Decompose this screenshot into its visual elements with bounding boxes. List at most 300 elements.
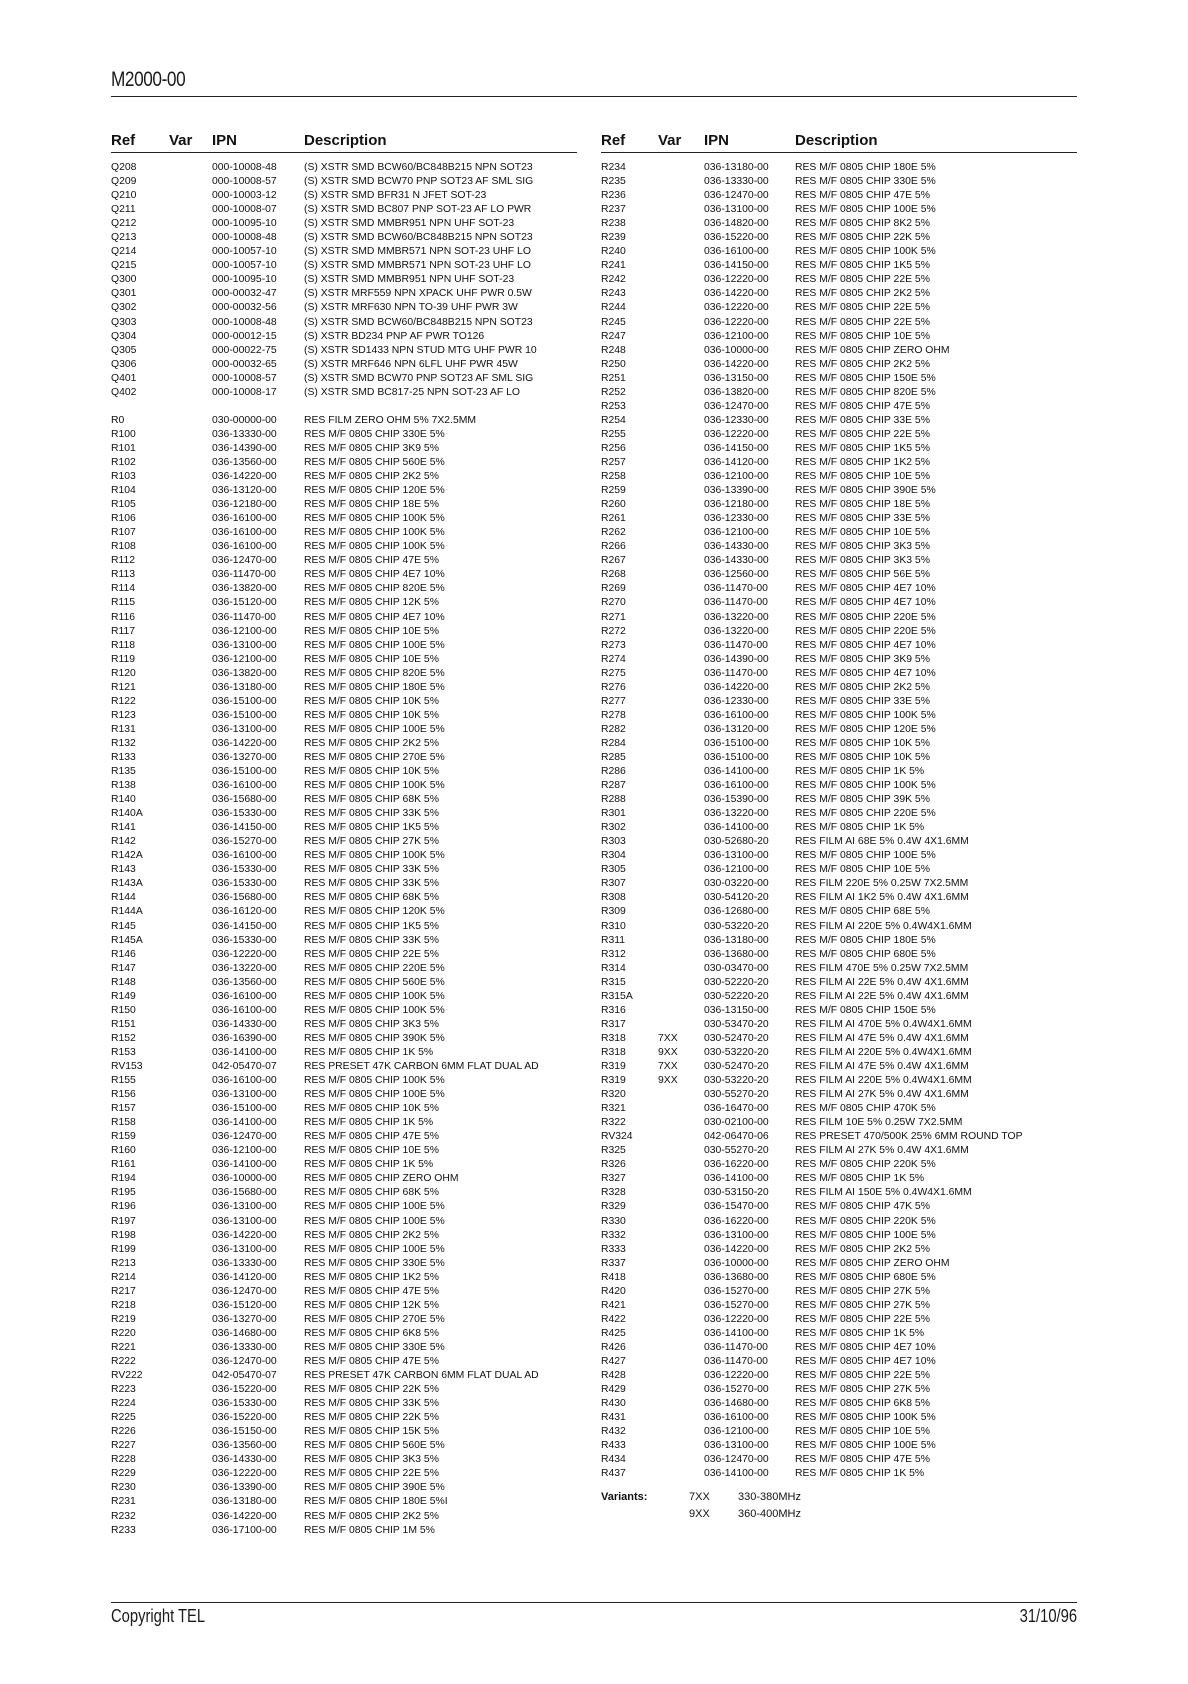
ref-cell: R199 — [111, 1243, 136, 1255]
ref-cell: R257 — [601, 456, 626, 468]
ipn-cell: 036-14100-00 — [212, 1046, 277, 1058]
ref-cell: R195 — [111, 1187, 136, 1199]
description-cell: RES PRESET 470/500K 25% 6MM ROUND TOP — [795, 1131, 1023, 1143]
ref-cell: R250 — [601, 358, 626, 370]
description-cell: RES M/F 0805 CHIP 2K2 5% — [795, 681, 930, 693]
description-cell: RES M/F 0805 CHIP 220E 5% — [795, 611, 936, 623]
description-cell: RES M/F 0805 CHIP 220K 5% — [795, 1215, 936, 1227]
table-row — [111, 596, 577, 610]
var-cell: 7XX — [658, 1061, 678, 1072]
table-row — [601, 835, 1077, 849]
table-row — [111, 962, 577, 976]
ref-cell: R418 — [601, 1271, 626, 1283]
ipn-cell: 036-13100-00 — [212, 1215, 277, 1227]
description-cell: RES M/F 0805 CHIP 10K 5% — [304, 1103, 439, 1115]
var-cell: 7XX — [658, 1032, 678, 1044]
description-cell: RES M/F 0805 CHIP 33K 5% — [304, 808, 439, 820]
table-row — [601, 1383, 1077, 1397]
description-cell: RES M/F 0805 CHIP 68K 5% — [304, 892, 439, 904]
ipn-cell: 036-13220-00 — [212, 962, 277, 974]
ipn-cell: 036-14100-00 — [704, 1468, 769, 1480]
description-cell: RES M/F 0805 CHIP 100E 5% — [304, 1201, 445, 1213]
ipn-cell: 036-13820-00 — [212, 667, 277, 679]
ref-cell: Q301 — [111, 288, 137, 300]
column-header — [111, 132, 577, 153]
table-row — [601, 596, 1077, 610]
ref-cell: R422 — [601, 1313, 626, 1325]
description-cell: RES M/F 0805 CHIP 1K 5% — [304, 1046, 434, 1058]
ref-cell: R226 — [111, 1426, 136, 1438]
ipn-cell: 000-10095-10 — [212, 274, 277, 286]
ipn-cell: 030-55270-20 — [704, 1089, 769, 1101]
ipn-cell: 036-16220-00 — [704, 1159, 769, 1171]
table-row — [111, 540, 577, 554]
ref-cell: R243 — [601, 288, 626, 300]
description-cell: RES M/F 0805 CHIP 47E 5% — [304, 1355, 439, 1367]
ipn-cell: 036-13390-00 — [212, 1482, 277, 1494]
table-row — [111, 428, 577, 442]
ipn-cell: 036-14330-00 — [704, 555, 769, 567]
description-cell: RES FILM AI 220E 5% 0.4W4X1.6MM — [795, 1075, 972, 1087]
ipn-cell: 000-10008-48 — [212, 232, 277, 244]
table-row — [111, 1510, 577, 1524]
description-cell: RES M/F 0805 CHIP 270E 5% — [304, 1313, 445, 1325]
ipn-cell: 036-15470-00 — [704, 1201, 769, 1213]
description-cell: RES FILM AI 220E 5% 0.4W4X1.6MM — [795, 920, 972, 932]
ref-cell: R288 — [601, 794, 626, 806]
ref-cell: R268 — [601, 569, 626, 581]
ipn-cell: 036-14220-00 — [704, 358, 769, 370]
description-cell: (S) XSTR MRF630 NPN TO-39 UHF PWR 3W — [304, 302, 518, 314]
table-row — [111, 765, 577, 779]
description-cell: RES M/F 0805 CHIP 6K8 5% — [795, 1398, 930, 1410]
ipn-cell: 030-03220-00 — [704, 878, 769, 890]
ipn-cell: 000-00032-47 — [212, 288, 277, 300]
ref-cell: Q209 — [111, 176, 137, 188]
ipn-cell: 036-15100-00 — [704, 751, 769, 763]
ipn-cell: 036-13180-00 — [704, 934, 769, 946]
table-row — [601, 554, 1077, 568]
table-row — [601, 1229, 1077, 1243]
description-cell: RES M/F 0805 CHIP 22K 5% — [304, 1384, 439, 1396]
ipn-cell: 036-10000-00 — [704, 1257, 769, 1269]
ref-cell: R330 — [601, 1215, 626, 1227]
table-row — [111, 1004, 577, 1018]
ref-cell: R133 — [111, 751, 136, 763]
ipn-cell: 036-12220-00 — [704, 274, 769, 286]
table-row — [601, 667, 1077, 681]
table-row — [601, 287, 1077, 301]
ipn-cell: 036-13820-00 — [704, 386, 769, 398]
ref-cell: R269 — [601, 583, 626, 595]
ref-cell: R319 — [601, 1075, 626, 1087]
description-cell: RES M/F 0805 CHIP 27K 5% — [795, 1384, 930, 1396]
ref-cell: R421 — [601, 1299, 626, 1311]
description-cell: RES M/F 0805 CHIP 68K 5% — [304, 1187, 439, 1199]
ref-cell: R151 — [111, 1018, 136, 1030]
table-row — [601, 1369, 1077, 1383]
ipn-cell: 036-14220-00 — [704, 1243, 769, 1255]
ref-cell: R155 — [111, 1075, 136, 1087]
description-cell: RES M/F 0805 CHIP 2K2 5% — [304, 1229, 439, 1241]
ipn-cell: 030-03470-00 — [704, 962, 769, 974]
ref-cell: R102 — [111, 456, 136, 468]
table-row — [111, 625, 577, 639]
description-cell: RES M/F 0805 CHIP 27K 5% — [304, 836, 439, 848]
ref-cell: R245 — [601, 316, 626, 328]
ipn-cell: 036-12470-00 — [704, 190, 769, 202]
description-cell: RES FILM AI 27K 5% 0.4W 4X1.6MM — [795, 1145, 969, 1157]
ref-cell: R258 — [601, 471, 626, 483]
ref-cell: R307 — [601, 878, 626, 890]
description-cell: RES M/F 0805 CHIP 1K5 5% — [304, 822, 439, 834]
table-row — [111, 681, 577, 695]
description-cell: RES M/F 0805 CHIP 3K9 5% — [795, 653, 930, 665]
ref-cell: R267 — [601, 555, 626, 567]
table-row — [601, 1313, 1077, 1327]
ipn-cell: 036-12100-00 — [212, 1145, 277, 1157]
ipn-cell: 036-10000-00 — [704, 344, 769, 356]
header-description: Description — [304, 132, 387, 149]
description-cell: RES M/F 0805 CHIP 330E 5% — [795, 176, 936, 188]
ipn-cell: 036-15270-00 — [704, 1285, 769, 1297]
parts-column-left — [111, 132, 577, 1538]
ipn-cell: 036-13100-00 — [704, 204, 769, 216]
ref-cell: R240 — [601, 246, 626, 258]
table-row — [111, 653, 577, 667]
description-cell: RES FILM 470E 5% 0.25W 7X2.5MM — [795, 962, 969, 974]
table-row — [111, 386, 577, 400]
description-cell: RES FILM AI 68E 5% 0.4W 4X1.6MM — [795, 836, 969, 848]
table-row — [111, 1397, 577, 1411]
ref-cell: R123 — [111, 709, 136, 721]
table-row — [601, 779, 1077, 793]
ipn-cell: 036-14100-00 — [212, 1159, 277, 1171]
table-row — [111, 1369, 577, 1383]
table-row — [111, 330, 577, 344]
ipn-cell: 036-13150-00 — [704, 1004, 769, 1016]
table-row — [111, 414, 577, 428]
table-row — [601, 625, 1077, 639]
ref-cell: R0 — [111, 414, 125, 426]
ref-cell: R143A — [111, 878, 143, 890]
table-row — [111, 344, 577, 358]
ref-cell: R308 — [601, 892, 626, 904]
ipn-cell: 030-55270-20 — [704, 1145, 769, 1157]
description-cell: RES M/F 0805 CHIP 180E 5% — [795, 162, 936, 173]
description-cell: RES M/F 0805 CHIP 100E 5% — [795, 1229, 936, 1241]
ref-cell: R241 — [601, 260, 626, 272]
table-row — [601, 498, 1077, 512]
description-cell: (S) XSTR SMD BC807 PNP SOT-23 AF LO PWR — [304, 204, 532, 216]
description-cell: RES M/F 0805 CHIP 390K 5% — [304, 1032, 445, 1044]
table-row — [601, 1327, 1077, 1341]
table-row — [601, 639, 1077, 653]
parts-column-right — [601, 132, 1077, 1527]
ref-cell: R107 — [111, 527, 136, 539]
ipn-cell: 036-12220-00 — [212, 948, 277, 960]
ref-cell: R274 — [601, 653, 626, 665]
ipn-cell: 036-10000-00 — [212, 1173, 277, 1185]
ref-cell: Q214 — [111, 246, 137, 258]
ipn-cell: 036-15120-00 — [212, 1299, 277, 1311]
ipn-cell: 036-11470-00 — [704, 639, 768, 651]
description-cell: RES M/F 0805 CHIP 39K 5% — [795, 794, 930, 806]
ipn-cell: 036-16470-00 — [704, 1103, 769, 1115]
variants-legend — [601, 1491, 1077, 1527]
ipn-cell: 000-10008-57 — [212, 372, 277, 384]
description-cell: RES M/F 0805 CHIP 1K 5% — [304, 1159, 434, 1171]
description-cell: RES M/F 0805 CHIP 10K 5% — [795, 751, 930, 763]
ref-cell: R147 — [111, 962, 136, 974]
description-cell: RES M/F 0805 CHIP 68K 5% — [304, 794, 439, 806]
table-row — [601, 203, 1077, 217]
description-cell: RES M/F 0805 CHIP 12K 5% — [304, 597, 439, 609]
table-row — [111, 1032, 577, 1046]
table-row — [601, 301, 1077, 315]
description-cell: RES M/F 0805 CHIP 100E 5% — [304, 639, 445, 651]
ref-cell: R327 — [601, 1173, 626, 1185]
table-row — [111, 1524, 577, 1538]
description-cell: RES M/F 0805 CHIP 220E 5% — [795, 808, 936, 820]
ref-cell: R333 — [601, 1243, 626, 1255]
table-row — [111, 667, 577, 681]
ref-cell: R120 — [111, 667, 136, 679]
description-cell: RES M/F 0805 CHIP 120E 5% — [304, 485, 445, 497]
ipn-cell: 036-12220-00 — [212, 1468, 277, 1480]
description-cell: RES M/F 0805 CHIP 10E 5% — [795, 864, 930, 876]
ref-cell: R312 — [601, 948, 626, 960]
ipn-cell: 036-16100-00 — [212, 541, 277, 553]
ipn-cell: 036-13180-00 — [212, 681, 277, 693]
description-cell: RES M/F 0805 CHIP 100K 5% — [795, 780, 936, 792]
ref-cell: R219 — [111, 1313, 136, 1325]
table-row — [601, 414, 1077, 428]
table-row — [601, 681, 1077, 695]
table-row — [111, 245, 577, 259]
ipn-cell: 036-11470-00 — [704, 1341, 768, 1353]
table-row — [601, 1439, 1077, 1453]
description-cell: RES M/F 0805 CHIP 1K2 5% — [304, 1271, 439, 1283]
table-row — [111, 793, 577, 807]
ref-cell: R161 — [111, 1159, 136, 1171]
ref-cell: R214 — [111, 1271, 136, 1283]
ipn-cell: 030-54120-20 — [704, 892, 769, 904]
ipn-cell: 036-12100-00 — [704, 1426, 769, 1438]
description-cell: RES M/F 0805 CHIP 100E 5% — [795, 1440, 936, 1452]
ref-cell: R148 — [111, 976, 136, 988]
ref-cell: Q402 — [111, 386, 137, 398]
table-row — [111, 807, 577, 821]
ref-cell: R302 — [601, 822, 626, 834]
description-cell: RES M/F 0805 CHIP 100E 5% — [795, 204, 936, 216]
ipn-cell: 000-10008-57 — [212, 176, 277, 188]
description-cell: RES M/F 0805 CHIP 100K 5% — [304, 850, 445, 862]
ipn-cell: 036-15680-00 — [212, 794, 277, 806]
copyright-text: Copyright TEL — [111, 1606, 206, 1626]
table-row — [111, 863, 577, 877]
table-row — [601, 765, 1077, 779]
description-cell: RES M/F 0805 CHIP 100K 5% — [304, 541, 445, 553]
ref-cell: R158 — [111, 1117, 136, 1129]
ref-cell: R213 — [111, 1257, 136, 1269]
table-row — [601, 1088, 1077, 1102]
ipn-cell: 036-12220-00 — [704, 1313, 769, 1325]
table-row — [111, 1425, 577, 1439]
description-cell: RES M/F 0805 CHIP 390E 5% — [795, 485, 936, 497]
ipn-cell: 036-12470-00 — [212, 555, 277, 567]
table-row — [111, 835, 577, 849]
table-row — [111, 273, 577, 287]
var-cell: 9XX — [658, 1075, 678, 1087]
ref-cell: R262 — [601, 527, 626, 539]
ref-cell: R248 — [601, 344, 626, 356]
description-cell: RES M/F 0805 CHIP 820E 5% — [795, 386, 936, 398]
table-row — [111, 695, 577, 709]
ref-cell: R337 — [601, 1257, 626, 1269]
ipn-cell: 000-10057-10 — [212, 246, 277, 258]
description-cell: RES M/F 0805 CHIP 1K 5% — [795, 766, 925, 778]
column-header — [601, 132, 1077, 153]
table-row — [111, 948, 577, 962]
ref-cell: R318 — [601, 1046, 626, 1058]
ipn-cell: 036-12100-00 — [704, 864, 769, 876]
ref-cell: Q304 — [111, 330, 137, 342]
ipn-cell: 036-11470-00 — [704, 667, 768, 679]
ref-cell: R145 — [111, 920, 136, 932]
ipn-cell: 036-13330-00 — [704, 176, 769, 188]
ref-cell: R220 — [111, 1327, 136, 1339]
description-cell: RES M/F 0805 CHIP 56E 5% — [795, 569, 930, 581]
ipn-cell: 036-13100-00 — [704, 1229, 769, 1241]
ref-cell: R328 — [601, 1187, 626, 1199]
description-cell: RES M/F 0805 CHIP 2K2 5% — [304, 1510, 439, 1522]
table-row — [601, 344, 1077, 358]
description-cell: RES FILM AI 470E 5% 0.4W4X1.6MM — [795, 1018, 972, 1030]
ipn-cell: 036-15270-00 — [704, 1384, 769, 1396]
ipn-cell: 036-16100-00 — [212, 850, 277, 862]
description-cell: RES M/F 0805 CHIP 1K 5% — [795, 822, 925, 834]
ipn-cell: 036-14120-00 — [212, 1271, 277, 1283]
description-cell: RES M/F 0805 CHIP 1K 5% — [795, 1468, 925, 1480]
ipn-cell: 036-13120-00 — [212, 485, 277, 497]
variant-code: 9XX — [689, 1508, 710, 1521]
ipn-cell: 000-00032-56 — [212, 302, 277, 314]
table-row — [111, 231, 577, 245]
ref-cell: R141 — [111, 822, 136, 834]
description-cell: RES M/F 0805 CHIP 100K 5% — [304, 527, 445, 539]
ref-cell: Q212 — [111, 218, 137, 230]
ipn-cell: 036-14100-00 — [704, 1327, 769, 1339]
table-row — [601, 358, 1077, 372]
table-row — [111, 316, 577, 330]
ref-cell: R238 — [601, 218, 626, 230]
table-row — [601, 231, 1077, 245]
revision-date: 31/10/96 — [1019, 1606, 1077, 1626]
ipn-cell: 036-12220-00 — [704, 1370, 769, 1382]
ref-cell: R259 — [601, 485, 626, 497]
description-cell: RES M/F 0805 CHIP 68E 5% — [795, 906, 930, 918]
table-row — [111, 821, 577, 835]
table-row — [111, 287, 577, 301]
ref-cell: R150 — [111, 1004, 136, 1016]
description-cell: RES M/F 0805 CHIP 100K 5% — [304, 1004, 445, 1016]
ref-cell: R433 — [601, 1440, 626, 1452]
table-row — [111, 301, 577, 315]
ipn-cell: 036-12470-00 — [212, 1285, 277, 1297]
description-cell: RES M/F 0805 CHIP 120K 5% — [304, 906, 445, 918]
ref-cell: R329 — [601, 1201, 626, 1213]
ipn-cell: 030-52680-20 — [704, 836, 769, 848]
ipn-cell: 000-00012-15 — [212, 330, 277, 342]
parts-list-left — [111, 161, 577, 1538]
ipn-cell: 036-16100-00 — [212, 1075, 277, 1087]
description-cell: RES M/F 0805 CHIP 100K 5% — [795, 1412, 936, 1424]
ipn-cell: 036-12560-00 — [704, 569, 769, 581]
table-row — [111, 456, 577, 470]
ref-cell: Q213 — [111, 232, 137, 244]
table-row — [111, 905, 577, 919]
ref-cell: R251 — [601, 372, 626, 384]
ipn-cell: 036-13270-00 — [212, 1313, 277, 1325]
description-cell: RES FILM AI 27K 5% 0.4W 4X1.6MM — [795, 1089, 969, 1101]
ref-cell: R322 — [601, 1117, 626, 1129]
table-row — [111, 498, 577, 512]
ref-cell: R253 — [601, 400, 626, 412]
ref-cell: RV324 — [601, 1131, 633, 1143]
table-row — [601, 1425, 1077, 1439]
ref-cell: R432 — [601, 1426, 626, 1438]
description-cell: RES M/F 0805 CHIP 220E 5% — [304, 962, 445, 974]
ipn-cell: 036-16100-00 — [704, 709, 769, 721]
header-ref: Ref — [111, 132, 136, 149]
ipn-cell: 036-13390-00 — [704, 485, 769, 497]
description-cell: RES M/F 0805 CHIP 120E 5% — [795, 723, 936, 735]
header-ipn: IPN — [212, 132, 238, 149]
description-cell: RES M/F 0805 CHIP 10K 5% — [304, 709, 439, 721]
description-cell: RES FILM ZERO OHM 5% 7X2.5MM — [304, 414, 477, 426]
ipn-cell: 000-10008-17 — [212, 386, 277, 398]
ref-cell: R310 — [601, 920, 626, 932]
table-row — [601, 1215, 1077, 1229]
description-cell: RES M/F 0805 CHIP 150E 5% — [795, 1004, 936, 1016]
ref-cell: R236 — [601, 190, 626, 202]
ref-cell: R305 — [601, 864, 626, 876]
ipn-cell: 036-13220-00 — [704, 611, 769, 623]
description-cell: RES M/F 0805 CHIP 100K 5% — [795, 246, 936, 258]
ref-cell: R303 — [601, 836, 626, 848]
description-cell: RES M/F 0805 CHIP 180E 5%I — [304, 1496, 448, 1508]
table-row — [601, 1130, 1077, 1144]
table-row — [111, 1257, 577, 1271]
description-cell: RES M/F 0805 CHIP 330E 5% — [304, 1341, 445, 1353]
ipn-cell: 036-14330-00 — [212, 1454, 277, 1466]
description-cell: RES M/F 0805 CHIP 2K2 5% — [795, 288, 930, 300]
description-cell: RES M/F 0805 CHIP 10K 5% — [795, 737, 930, 749]
table-row — [111, 1383, 577, 1397]
table-row — [111, 1495, 577, 1509]
table-row — [111, 639, 577, 653]
table-row — [601, 568, 1077, 582]
ipn-cell: 036-13680-00 — [704, 948, 769, 960]
table-row — [111, 920, 577, 934]
description-cell: RES M/F 0805 CHIP 10E 5% — [795, 330, 930, 342]
ref-cell: R301 — [601, 808, 626, 820]
table-row — [111, 442, 577, 456]
ref-cell: R271 — [601, 611, 626, 623]
ref-cell: R273 — [601, 639, 626, 651]
ipn-cell: 036-12470-00 — [212, 1355, 277, 1367]
